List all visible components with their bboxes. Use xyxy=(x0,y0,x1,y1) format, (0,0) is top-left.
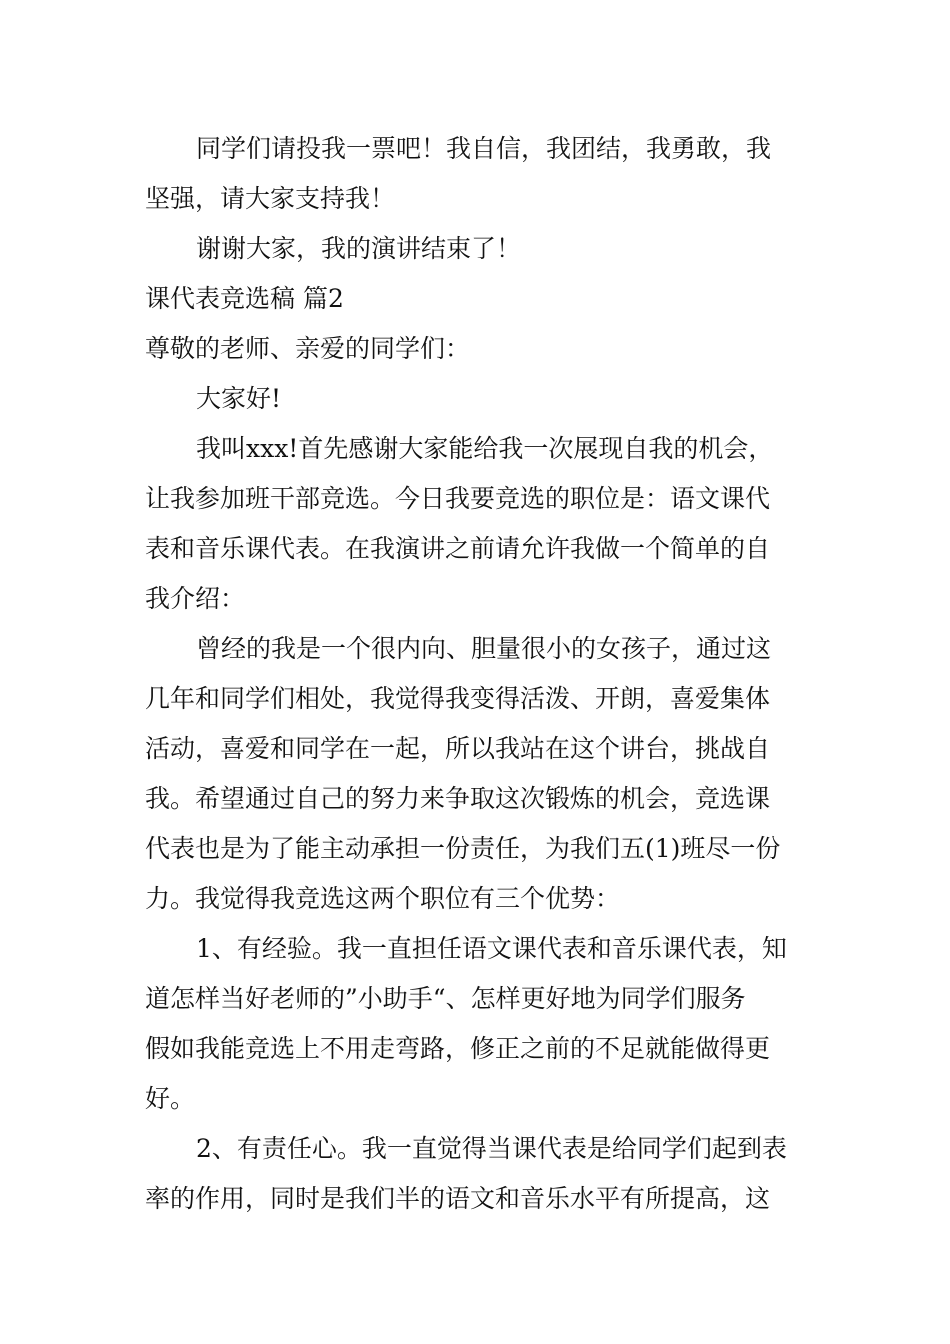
paragraph-line: 几年和同学们相处，我觉得我变得活泼、开朗，喜爱集体 xyxy=(145,684,771,713)
paragraph-line: 代表也是为了能主动承担一份责任，为我们五(1)班尽一份 xyxy=(145,834,781,863)
paragraph-line: 让我参加班干部竞选。今日我要竞选的职位是：语文课代 xyxy=(145,484,771,513)
paragraph-line: 好。 xyxy=(145,1084,196,1113)
paragraph-line: 假如我能竞选上不用走弯路，修正之前的不足就能做得更 xyxy=(145,1034,771,1063)
paragraph-line: 活动，喜爱和同学在一起，所以我站在这个讲台，挑战自 xyxy=(145,734,771,763)
paragraph-line: 同学们请投我一票吧！我自信，我团结，我勇敢，我 xyxy=(196,134,772,163)
paragraph-line: 道怎样当好老师的”小助手“、怎样更好地为同学们服务 xyxy=(145,984,746,1013)
paragraph-line: 2、有责任心。我一直觉得当课代表是给同学们起到表 xyxy=(196,1134,787,1163)
paragraph-line: 表和音乐课代表。在我演讲之前请允许我做一个简单的自 xyxy=(145,534,771,563)
paragraph-line: 我。希望通过自己的努力来争取这次锻炼的机会，竞选课 xyxy=(145,784,771,813)
section-heading: 课代表竞选稿 篇2 xyxy=(145,284,344,313)
greeting-line: 大家好! xyxy=(196,384,282,413)
paragraph-line: 1、有经验。我一直担任语文课代表和音乐课代表，知 xyxy=(196,934,787,963)
salutation-line: 尊敬的老师、亲爱的同学们： xyxy=(145,334,471,363)
paragraph-line: 坚强，请大家支持我！ xyxy=(145,184,396,213)
paragraph-line: 曾经的我是一个很内向、胆量很小的女孩子，通过这 xyxy=(196,634,772,663)
paragraph-line: 率的作用，同时是我们半的语文和音乐水平有所提高，这 xyxy=(145,1184,771,1213)
paragraph-line: 力。我觉得我竞选这两个职位有三个优势： xyxy=(145,884,621,913)
paragraph-line: 我叫xxx!首先感谢大家能给我一次展现自我的机会， xyxy=(196,434,774,463)
paragraph-line: 我介绍： xyxy=(145,584,246,613)
paragraph-line: 谢谢大家，我的演讲结束了！ xyxy=(196,234,522,263)
